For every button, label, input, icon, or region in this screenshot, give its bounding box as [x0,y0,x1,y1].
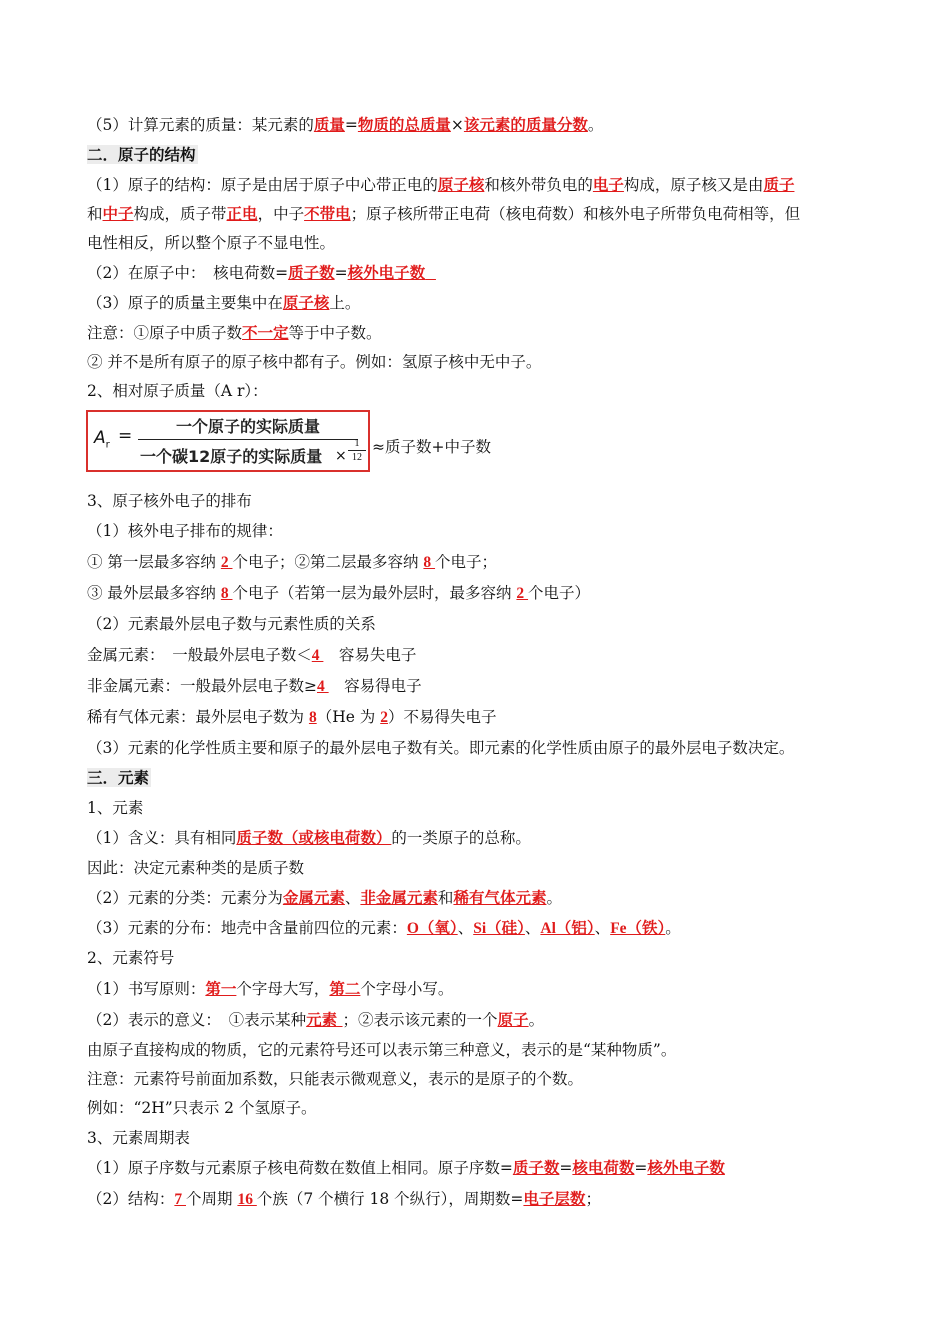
line-relative-atomic-mass [87,380,268,402]
keyword: 稀有气体元素 [453,888,547,907]
formula-equals: = [118,426,133,446]
text: ； [585,1190,601,1208]
text: 个字母小写。 [360,980,454,998]
formula-denominator: 一个碳12原子的实际质量 [140,447,323,466]
text: 例如：“2H”只表示 2 个氢原子。 [87,1099,317,1117]
line-periodic-structure [87,1188,601,1211]
line-atomic-number [87,1157,725,1179]
text: 、 [594,919,611,937]
text: ；②表示该元素的一个 [342,1011,498,1029]
keyword: 质子 [763,175,795,194]
text: 电性相反，所以整个原子不显电性。 [87,234,336,252]
text: （3）原子的质量主要集中在 [87,294,283,312]
line-atom-structure-3 [87,232,335,254]
keyword: 原子核 [437,175,485,194]
keyword: 质量 [313,115,345,134]
text: （3）元素的化学性质主要和原子的最外层电子数有关。即元素的化学性质由原子的最外层电子数决定。 [87,739,795,757]
line-atom-mass [87,292,360,314]
text: （2）元素的分类：元素分为 [87,889,283,907]
text: （1）原子的结构：原子是由居于原子中心带正电的 [87,176,438,194]
text: 。 [528,1011,545,1029]
line-atom-structure-1 [87,174,794,196]
text: 个电子； [435,553,498,571]
keyword: 原子核 [282,293,330,312]
formula-symbol: $A_r$ [94,428,110,451]
line-element-definition [87,827,531,849]
line-element-mass [87,114,603,136]
line-nonmetal [87,675,422,698]
text: 2、元素符号 [87,949,175,967]
line-metal [87,644,416,667]
text: ）不易得失电子 [387,708,497,726]
keyword: 4 [317,678,329,695]
line-element-symbol-heading [87,947,174,969]
line-property-relation [87,613,376,635]
text: 个电子；②第二层最多容纳 [232,553,424,571]
text: ① 第一层最多容纳 [87,553,221,571]
text: ② 并不是所有原子的原子核中都有子。例如：氢原子核中无中子。 [87,353,542,371]
keyword: 核外电子数 [347,263,426,282]
line-note-2 [87,351,541,373]
formula-small-fraction: 1 12 [348,438,366,463]
text: 非金属元素：一般最外层电子数≥ [87,677,317,695]
text: 个周期 [186,1190,238,1208]
formula-approx: ≈质子数+中子数 [372,438,491,456]
text: 1、元素 [87,799,144,817]
keyword: Si（硅） [473,920,525,937]
text: （5）计算元素的质量：某元素的 [87,116,314,134]
keyword: 8 [308,709,317,726]
text: 上。 [329,294,361,312]
line-example-2h [87,1097,316,1119]
keyword: 非金属元素 [360,888,438,907]
text: 。 [587,116,604,134]
keyword: 该元素的质量分数 [463,115,588,134]
keyword: 电子 [592,175,624,194]
text: ，中子 [257,205,305,223]
fraction-bar [138,439,358,440]
keyword: 4 [311,647,324,664]
line-shell-capacity-2 [87,582,590,605]
text: 构成，原子核又是由 [623,176,764,194]
text: 容易失电子 [323,646,417,664]
keyword: 正电 [226,204,258,223]
line-element-classification [87,887,562,909]
keyword: 元素 [306,1010,343,1029]
text: 、 [344,889,361,907]
text: 个电子（若第一层为最外层时，最多容纳 [232,584,517,602]
keyword: 中子 [102,204,134,223]
text: （1）书写原则： [87,980,206,998]
line-element-distribution [87,917,681,940]
text: 容易得电子 [328,677,422,695]
text: 金属元素： 一般最外层电子数＜ [87,646,312,664]
keyword: 核电荷数 [572,1158,635,1177]
line-element-heading [87,797,143,819]
text: 稀有气体元素：最外层电子数为 [87,708,309,726]
keyword: 质子数 [288,263,335,282]
text: （1）核外电子排布的规律： [87,522,283,540]
text: 和 [87,205,103,223]
line-coefficient-note [87,1068,583,1090]
keyword: 质子数 [512,1158,560,1177]
keyword: 第一 [205,979,237,998]
section-heading-atom-structure [87,144,198,166]
keyword: 物质的总质量 [357,115,451,134]
line-electron-arrangement [87,490,252,512]
text: 。 [546,889,562,907]
keyword: 金属元素 [282,888,345,907]
keyword: 2 [516,585,529,602]
text: 、 [457,919,474,937]
keyword: 不带电 [304,204,351,223]
text: = [634,1159,648,1177]
text: 和核外带负电的 [484,176,593,194]
text: 构成，质子带 [133,205,227,223]
text: 、 [524,919,541,937]
text: 个字母大写， [236,980,330,998]
formula-times: × [335,448,347,464]
text: （2）结构： [87,1190,175,1208]
text: 注意：元素符号前面加系数，只能表示微观意义，表示的是原子的个数。 [87,1070,584,1088]
keyword: 7 [174,1191,186,1208]
text: 2、相对原子质量（A r）： [87,382,268,400]
line-shell-capacity-1 [87,551,497,574]
text: （1）原子序数与元素原子核电荷数在数值上相同。原子序数= [87,1159,513,1177]
keyword: 8 [423,554,436,571]
section-heading-element [87,767,151,789]
text: （2）表示的意义： ①表示某种 [87,1011,307,1029]
keyword: Al（铝） [540,920,595,937]
line-writing-rule [87,978,453,1000]
line-periodic-table-heading [87,1127,190,1149]
keyword: 16 [237,1191,257,1208]
text: （He 为 [316,708,381,726]
text: ；原子核所带正电荷（核电荷数）和核外电子所带负电荷相等，但 [350,205,801,223]
text: = [559,1159,573,1177]
keyword: 不一定 [242,323,289,342]
keyword: 核外电子数 [647,1158,725,1177]
text: 个族（7 个横行 18 个纵行），周期数= [256,1190,524,1208]
line-note-1 [87,322,382,344]
text: 注意：①原子中质子数 [87,324,243,342]
relative-atomic-mass-formula [86,410,370,472]
text: × [450,116,464,134]
text: = [334,264,348,282]
text: （3）元素的分布：地壳中含量前四位的元素： [87,919,407,937]
text: 和 [437,889,454,907]
keyword: 电子层数 [523,1189,586,1208]
keyword: 第二 [329,979,361,998]
keyword: Fe（铁） [610,920,666,937]
keyword: O（氧） [406,920,458,937]
text: 因此：决定元素种类的是质子数 [87,859,305,877]
line-element-type-decider [87,857,304,879]
line-atom-structure-2 [87,203,800,225]
line-symbol-meaning [87,1009,544,1031]
keyword: 2 [220,554,233,571]
formula-numerator: 一个原子的实际质量 [176,417,321,436]
keyword: 原子 [497,1010,529,1029]
section-title: 三．元素 [87,768,150,787]
text: 由原子直接构成的物质，它的元素符号还可以表示第三种意义，表示的是“某种物质”。 [87,1041,677,1059]
line-arrangement-rule [87,520,283,542]
text: 3、原子核外电子的排布 [87,492,252,510]
keyword: 8 [220,585,233,602]
text: = [344,116,358,134]
section-title: 二．原子的结构 [87,145,196,164]
text: 个电子） [528,584,591,602]
text: ③ 最外层最多容纳 [87,584,221,602]
keyword: 质子数（或核电荷数） [236,828,392,847]
text: （1）含义：具有相同 [87,829,237,847]
line-in-atom [87,262,436,284]
line-noble-gas [87,706,497,729]
text: 等于中子数。 [288,324,382,342]
line-third-meaning [87,1039,676,1061]
text: 的一类原子的总称。 [391,829,531,847]
line-chemical-property [87,737,794,759]
keyword: 2 [380,709,388,726]
text: （2）在原子中： 核电荷数= [87,264,289,282]
text: 。 [665,919,681,937]
text: （2）元素最外层电子数与元素性质的关系 [87,615,376,633]
text: 3、元素周期表 [87,1129,190,1147]
